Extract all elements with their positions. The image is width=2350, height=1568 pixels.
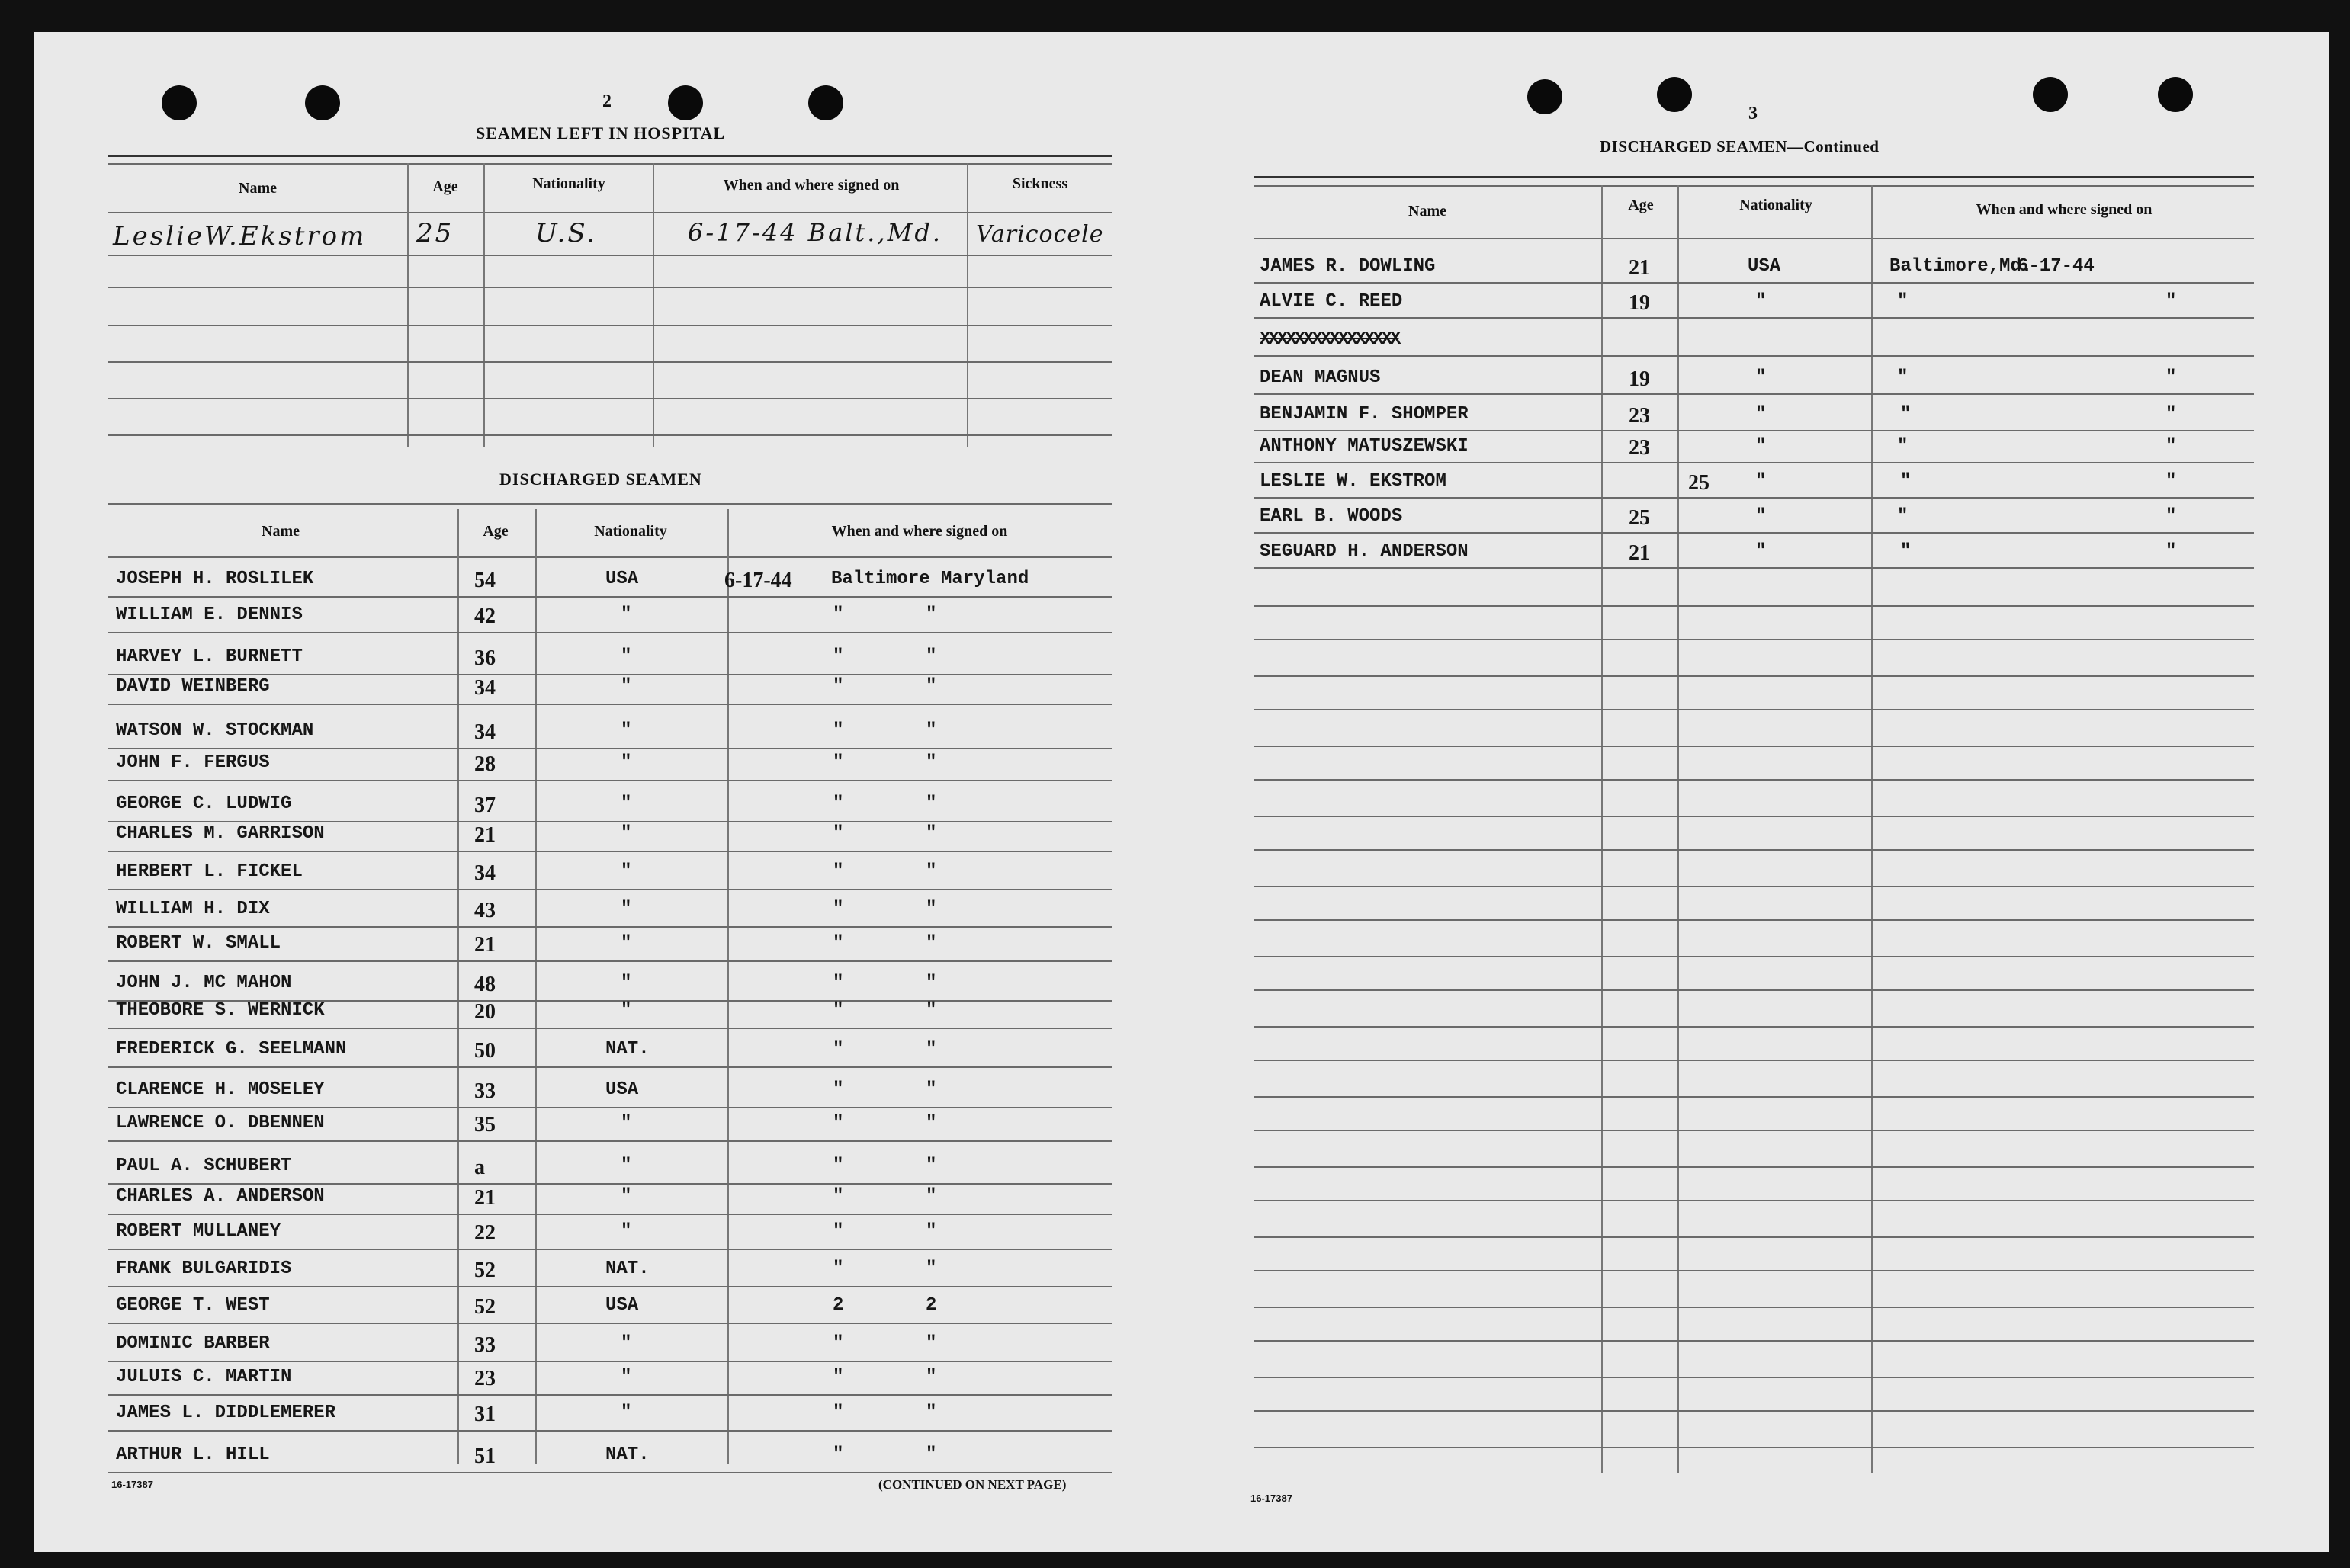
signed-date: " (833, 861, 844, 882)
row-rule (108, 1323, 1112, 1324)
signed-place: " (926, 1403, 937, 1423)
row-rule (1254, 567, 2254, 569)
seaman-nationality: NAT. (605, 1445, 650, 1465)
row-rule (108, 1214, 1112, 1215)
column-divider (727, 509, 729, 1464)
signed-date: " (1897, 506, 1909, 527)
signed-date: " (833, 933, 844, 954)
seaman-name: CHARLES M. GARRISON (116, 823, 325, 844)
punch-hole (2033, 77, 2068, 112)
signed-date: " (833, 604, 844, 625)
signed-date: " (833, 1259, 844, 1279)
table-rule (108, 325, 1112, 326)
seaman-nationality: " (621, 1186, 632, 1207)
seaman-nationality: " (1755, 471, 1767, 492)
seaman-age: 34 (474, 676, 496, 700)
col-header-age: Age (1628, 197, 1654, 213)
col-header-sickness: Sickness (1012, 175, 1068, 192)
blank-row-rule (1254, 1096, 2254, 1098)
seaman-name: FREDERICK G. SEELMANN (116, 1039, 347, 1060)
blank-row-rule (1254, 1270, 2254, 1271)
seaman-name: JULUIS C. MARTIN (116, 1367, 292, 1387)
col-header-nationality: Nationality (532, 175, 605, 192)
punch-hole (162, 85, 197, 120)
col-header-signed-on: When and where signed on (831, 523, 1008, 540)
column-divider (1871, 185, 1873, 1473)
seaman-age: 25 (1688, 471, 1710, 495)
signed-date: " (1900, 404, 1912, 425)
continued-note: (CONTINUED ON NEXT PAGE) (878, 1477, 1067, 1492)
blank-row-rule (1254, 886, 2254, 887)
col-header-age: Age (432, 178, 458, 195)
signed-place: " (926, 646, 937, 667)
blank-row-rule (1254, 1307, 2254, 1308)
seaman-nationality: USA (1748, 256, 1781, 277)
page-number: 3 (1748, 104, 1758, 123)
seaman-nationality: " (621, 973, 632, 993)
column-divider (535, 509, 537, 1464)
blank-row-rule (1254, 1166, 2254, 1168)
seaman-nationality: " (621, 646, 632, 667)
seaman-age: 21 (1629, 256, 1650, 280)
seaman-age: 43 (474, 899, 496, 922)
signed-place: " (2165, 471, 2177, 492)
hospital-title: SEAMEN LEFT IN HOSPITAL (476, 123, 726, 143)
column-divider (1677, 185, 1679, 1473)
seaman-age: 33 (474, 1333, 496, 1357)
row-rule (108, 632, 1112, 633)
row-rule (108, 1249, 1112, 1250)
blank-row-rule (1254, 1447, 2254, 1448)
seaman-name: JOSEPH H. ROSLILEK (116, 569, 314, 589)
seaman-age: 20 (474, 1000, 496, 1024)
seaman-age: 51 (474, 1445, 496, 1468)
signed-place: " (926, 1333, 937, 1354)
seaman-age: 34 (474, 720, 496, 744)
signed-date: " (1897, 291, 1909, 312)
seaman-nationality: " (1755, 436, 1767, 457)
row-rule (108, 596, 1112, 598)
seaman-nationality: " (1755, 506, 1767, 527)
col-header-name: Name (1408, 203, 1446, 220)
discharged-continued-title: DISCHARGED SEAMEN—Continued (1600, 137, 1880, 156)
signed-place: 6-17-44 (2018, 256, 2095, 277)
hospital-sickness: Varicocele (976, 221, 1104, 248)
signed-date: " (833, 899, 844, 919)
signed-date: " (833, 1000, 844, 1021)
signed-place: Baltimore Maryland (831, 569, 1029, 589)
seaman-age: 50 (474, 1039, 496, 1063)
hospital-signed-on: 6-17-44 Balt.,Md. (688, 218, 943, 247)
seaman-name: GEORGE C. LUDWIG (116, 794, 292, 814)
row-rule (108, 674, 1112, 675)
seaman-nationality: " (1755, 367, 1767, 388)
seaman-name: PAUL A. SCHUBERT (116, 1156, 292, 1176)
seaman-name: JOHN F. FERGUS (116, 752, 270, 773)
blank-row-rule (1254, 1026, 2254, 1028)
blank-row-rule (1254, 779, 2254, 781)
table-rule (1254, 185, 2254, 187)
signed-date: " (1897, 436, 1909, 457)
signed-place: " (926, 1039, 937, 1060)
col-header-signed-on: When and where signed on (723, 177, 900, 194)
seaman-age: 21 (474, 933, 496, 957)
row-rule (108, 1107, 1112, 1108)
signed-place: " (2165, 404, 2177, 425)
hospital-nationality: U.S. (535, 218, 598, 249)
row-rule (108, 889, 1112, 890)
signed-date: " (833, 1186, 844, 1207)
column-divider (457, 509, 459, 1464)
signed-date: " (833, 1221, 844, 1242)
col-header-age: Age (483, 523, 509, 540)
seaman-nationality: " (1755, 541, 1767, 562)
signed-place: 2 (926, 1295, 937, 1316)
signed-date: Baltimore,Md. (1889, 256, 2033, 277)
col-header-nationality: Nationality (1739, 197, 1812, 213)
signed-date: " (833, 1079, 844, 1100)
signed-place: " (926, 1367, 937, 1387)
seaman-age: 33 (474, 1079, 496, 1103)
signed-place: " (926, 1079, 937, 1100)
blank-row-rule (1254, 1130, 2254, 1131)
table-rule (108, 503, 1112, 505)
col-header-name: Name (262, 523, 300, 540)
seaman-name: DAVID WEINBERG (116, 676, 270, 697)
blank-row-rule (1254, 919, 2254, 921)
seaman-nationality: " (621, 1221, 632, 1242)
signed-date: " (833, 823, 844, 844)
form-number: 16-17387 (111, 1479, 153, 1490)
seaman-name: HARVEY L. BURNETT (116, 646, 303, 667)
col-header-nationality: Nationality (594, 523, 667, 540)
signed-date: " (833, 1403, 844, 1423)
seaman-nationality: " (621, 861, 632, 882)
signed-date: " (833, 794, 844, 814)
table-rule (108, 155, 1112, 157)
row-rule (108, 821, 1112, 822)
seaman-name: WILLIAM H. DIX (116, 899, 270, 919)
seaman-age: 23 (1629, 436, 1650, 460)
seaman-nationality: " (621, 794, 632, 814)
row-rule (1254, 317, 2254, 319)
seaman-name: DOMINIC BARBER (116, 1333, 270, 1354)
signed-place: " (926, 1259, 937, 1279)
hospital-name: LeslieW.Ekstrom (113, 221, 367, 252)
table-rule (108, 287, 1112, 288)
seaman-age: 52 (474, 1295, 496, 1319)
row-rule (108, 926, 1112, 928)
seaman-nationality: " (621, 1333, 632, 1354)
hospital-age: 25 (416, 218, 454, 249)
row-rule (108, 1066, 1112, 1068)
seaman-name: GEORGE T. WEST (116, 1295, 270, 1316)
seaman-name: THEOBORE S. WERNICK (116, 1000, 325, 1021)
blank-row-rule (1254, 639, 2254, 640)
signed-date: 2 (833, 1295, 844, 1316)
blank-row-rule (1254, 675, 2254, 677)
row-rule (108, 1028, 1112, 1029)
seaman-name: JAMES R. DOWLING (1260, 256, 1436, 277)
signed-date: " (833, 646, 844, 667)
signed-date: " (833, 752, 844, 773)
signed-date: " (833, 676, 844, 697)
signed-date: " (833, 1156, 844, 1176)
col-header-name: Name (239, 180, 277, 197)
table-rule (1254, 176, 2254, 178)
seaman-age: 19 (1629, 367, 1650, 391)
signed-place: " (926, 676, 937, 697)
signed-place: " (926, 1221, 937, 1242)
row-rule (1254, 497, 2254, 499)
seaman-age: 34 (474, 861, 496, 885)
punch-hole (1527, 79, 1562, 114)
seaman-nationality: " (621, 1000, 632, 1021)
seaman-nationality: " (621, 720, 632, 741)
seaman-nationality: NAT. (605, 1039, 650, 1060)
seaman-name: WATSON W. STOCKMAN (116, 720, 314, 741)
signed-date: " (833, 1113, 844, 1134)
seaman-age: 31 (474, 1403, 496, 1426)
column-divider (407, 163, 409, 447)
seaman-nationality: " (1755, 291, 1767, 312)
seaman-nationality: " (621, 752, 632, 773)
row-rule (1254, 393, 2254, 395)
signed-date: " (833, 1445, 844, 1465)
seaman-nationality: " (621, 1156, 632, 1176)
table-rule (108, 212, 1112, 213)
seaman-name: ANTHONY MATUSZEWSKI (1260, 436, 1469, 457)
form-number: 16-17387 (1250, 1493, 1292, 1504)
row-rule (108, 1140, 1112, 1142)
seaman-nationality: " (621, 823, 632, 844)
seaman-name: FRANK BULGARIDIS (116, 1259, 292, 1279)
blank-row-rule (1254, 1340, 2254, 1342)
seaman-age: 21 (474, 1186, 496, 1210)
column-divider (1601, 185, 1603, 1473)
signed-date: " (833, 1039, 844, 1060)
row-rule (108, 960, 1112, 962)
row-rule (1254, 430, 2254, 431)
seaman-age: 21 (474, 823, 496, 847)
seaman-age: 23 (1629, 404, 1650, 428)
seaman-name: ARTHUR L. HILL (116, 1445, 270, 1465)
seaman-name: ROBERT MULLANEY (116, 1221, 281, 1242)
seaman-age: 25 (1629, 506, 1650, 530)
column-divider (967, 163, 968, 447)
seaman-age: 35 (474, 1113, 496, 1137)
seaman-nationality: USA (605, 1295, 639, 1316)
signed-place: " (926, 823, 937, 844)
signed-place: " (2165, 436, 2177, 457)
col-header-signed-on: When and where signed on (1976, 201, 2153, 218)
column-divider (483, 163, 485, 447)
row-rule (108, 704, 1112, 705)
blank-row-rule (1254, 816, 2254, 817)
blank-row-rule (1254, 1200, 2254, 1201)
seaman-age: a (474, 1156, 485, 1179)
signed-place: " (926, 752, 937, 773)
blank-row-rule (1254, 989, 2254, 991)
seaman-name: CLARENCE H. MOSELEY (116, 1079, 325, 1100)
row-rule (108, 1361, 1112, 1362)
seaman-nationality: " (621, 1367, 632, 1387)
seaman-age: 36 (474, 646, 496, 670)
seaman-age: 21 (1629, 541, 1650, 565)
signed-place: " (926, 933, 937, 954)
row-rule (108, 1430, 1112, 1432)
seaman-nationality: USA (605, 569, 639, 589)
signed-date: " (1900, 471, 1912, 492)
seaman-age: 52 (474, 1259, 496, 1282)
seaman-age: 48 (474, 973, 496, 996)
seaman-nationality: " (621, 933, 632, 954)
discharged-title: DISCHARGED SEAMEN (499, 470, 702, 489)
punch-hole (808, 85, 843, 120)
seaman-age: 42 (474, 604, 496, 628)
seaman-name: WILLIAM E. DENNIS (116, 604, 303, 625)
seaman-name: XXXXXXXXXXXXXXXX (1260, 329, 1399, 350)
row-rule (108, 851, 1112, 852)
signed-date: " (833, 720, 844, 741)
blank-row-rule (1254, 746, 2254, 747)
seaman-name: LESLIE W. EKSTROM (1260, 471, 1446, 492)
seaman-nationality: " (1755, 404, 1767, 425)
table-rule (108, 398, 1112, 399)
seaman-nationality: " (621, 899, 632, 919)
row-rule (1254, 355, 2254, 357)
table-rule (108, 556, 1112, 558)
signed-place: " (926, 1113, 937, 1134)
signed-date: " (833, 1333, 844, 1354)
table-rule (108, 163, 1112, 165)
seaman-nationality: " (621, 676, 632, 697)
signed-place: " (2165, 291, 2177, 312)
seaman-name: JOHN J. MC MAHON (116, 973, 292, 993)
signed-date: " (833, 973, 844, 993)
seaman-name: CHARLES A. ANDERSON (116, 1186, 325, 1207)
blank-row-rule (1254, 605, 2254, 607)
table-rule (108, 434, 1112, 436)
table-rule (108, 255, 1112, 256)
seaman-age: 28 (474, 752, 496, 776)
table-rule (108, 361, 1112, 363)
seaman-nationality: " (621, 1113, 632, 1134)
signed-place: " (926, 1000, 937, 1021)
seaman-nationality: NAT. (605, 1259, 650, 1279)
blank-row-rule (1254, 956, 2254, 957)
signed-place: " (926, 720, 937, 741)
punch-hole (2158, 77, 2193, 112)
seaman-nationality: " (621, 1403, 632, 1423)
blank-row-rule (1254, 709, 2254, 710)
seaman-name: LAWRENCE O. DBENNEN (116, 1113, 325, 1134)
signed-place: " (926, 1156, 937, 1176)
signed-place: " (926, 861, 937, 882)
punch-hole (305, 85, 340, 120)
signed-place: " (926, 794, 937, 814)
seaman-name: ALVIE C. REED (1260, 291, 1403, 312)
signed-date: " (833, 1367, 844, 1387)
signed-date: " (1897, 367, 1909, 388)
row-rule (1254, 282, 2254, 284)
punch-hole (1657, 77, 1692, 112)
signed-place: " (2165, 506, 2177, 527)
page-number: 2 (602, 91, 612, 111)
seaman-nationality: " (621, 604, 632, 625)
signed-place: " (2165, 367, 2177, 388)
seaman-nationality: USA (605, 1079, 639, 1100)
signed-place: " (926, 973, 937, 993)
seaman-name: SEGUARD H. ANDERSON (1260, 541, 1469, 562)
seaman-name: DEAN MAGNUS (1260, 367, 1381, 388)
signed-place: " (2165, 541, 2177, 562)
seaman-name: JAMES L. DIDDLEMERER (116, 1403, 336, 1423)
blank-row-rule (1254, 1410, 2254, 1412)
blank-row-rule (1254, 1377, 2254, 1378)
seaman-age: 19 (1629, 291, 1650, 315)
column-divider (653, 163, 654, 447)
seaman-name: HERBERT L. FICKEL (116, 861, 303, 882)
row-rule (108, 1394, 1112, 1396)
blank-row-rule (1254, 1236, 2254, 1238)
punch-hole (668, 85, 703, 120)
blank-row-rule (1254, 849, 2254, 851)
signed-place: " (926, 604, 937, 625)
row-rule (108, 780, 1112, 781)
table-rule (1254, 238, 2254, 239)
signed-place: " (926, 899, 937, 919)
row-rule (1254, 462, 2254, 463)
row-rule (108, 1183, 1112, 1185)
seaman-age: 22 (474, 1221, 496, 1245)
row-rule (108, 748, 1112, 749)
row-rule (1254, 532, 2254, 534)
seaman-age: 54 (474, 569, 496, 592)
seaman-name: ROBERT W. SMALL (116, 933, 281, 954)
seaman-name: BENJAMIN F. SHOMPER (1260, 404, 1469, 425)
signed-place: " (926, 1445, 937, 1465)
seaman-age: 37 (474, 794, 496, 817)
signed-date: 6-17-44 (724, 569, 792, 592)
blank-row-rule (1254, 1060, 2254, 1061)
signed-date: " (1900, 541, 1912, 562)
seaman-age: 23 (474, 1367, 496, 1390)
row-rule (108, 1286, 1112, 1287)
row-rule (108, 1472, 1112, 1473)
seaman-name: EARL B. WOODS (1260, 506, 1403, 527)
signed-place: " (926, 1186, 937, 1207)
